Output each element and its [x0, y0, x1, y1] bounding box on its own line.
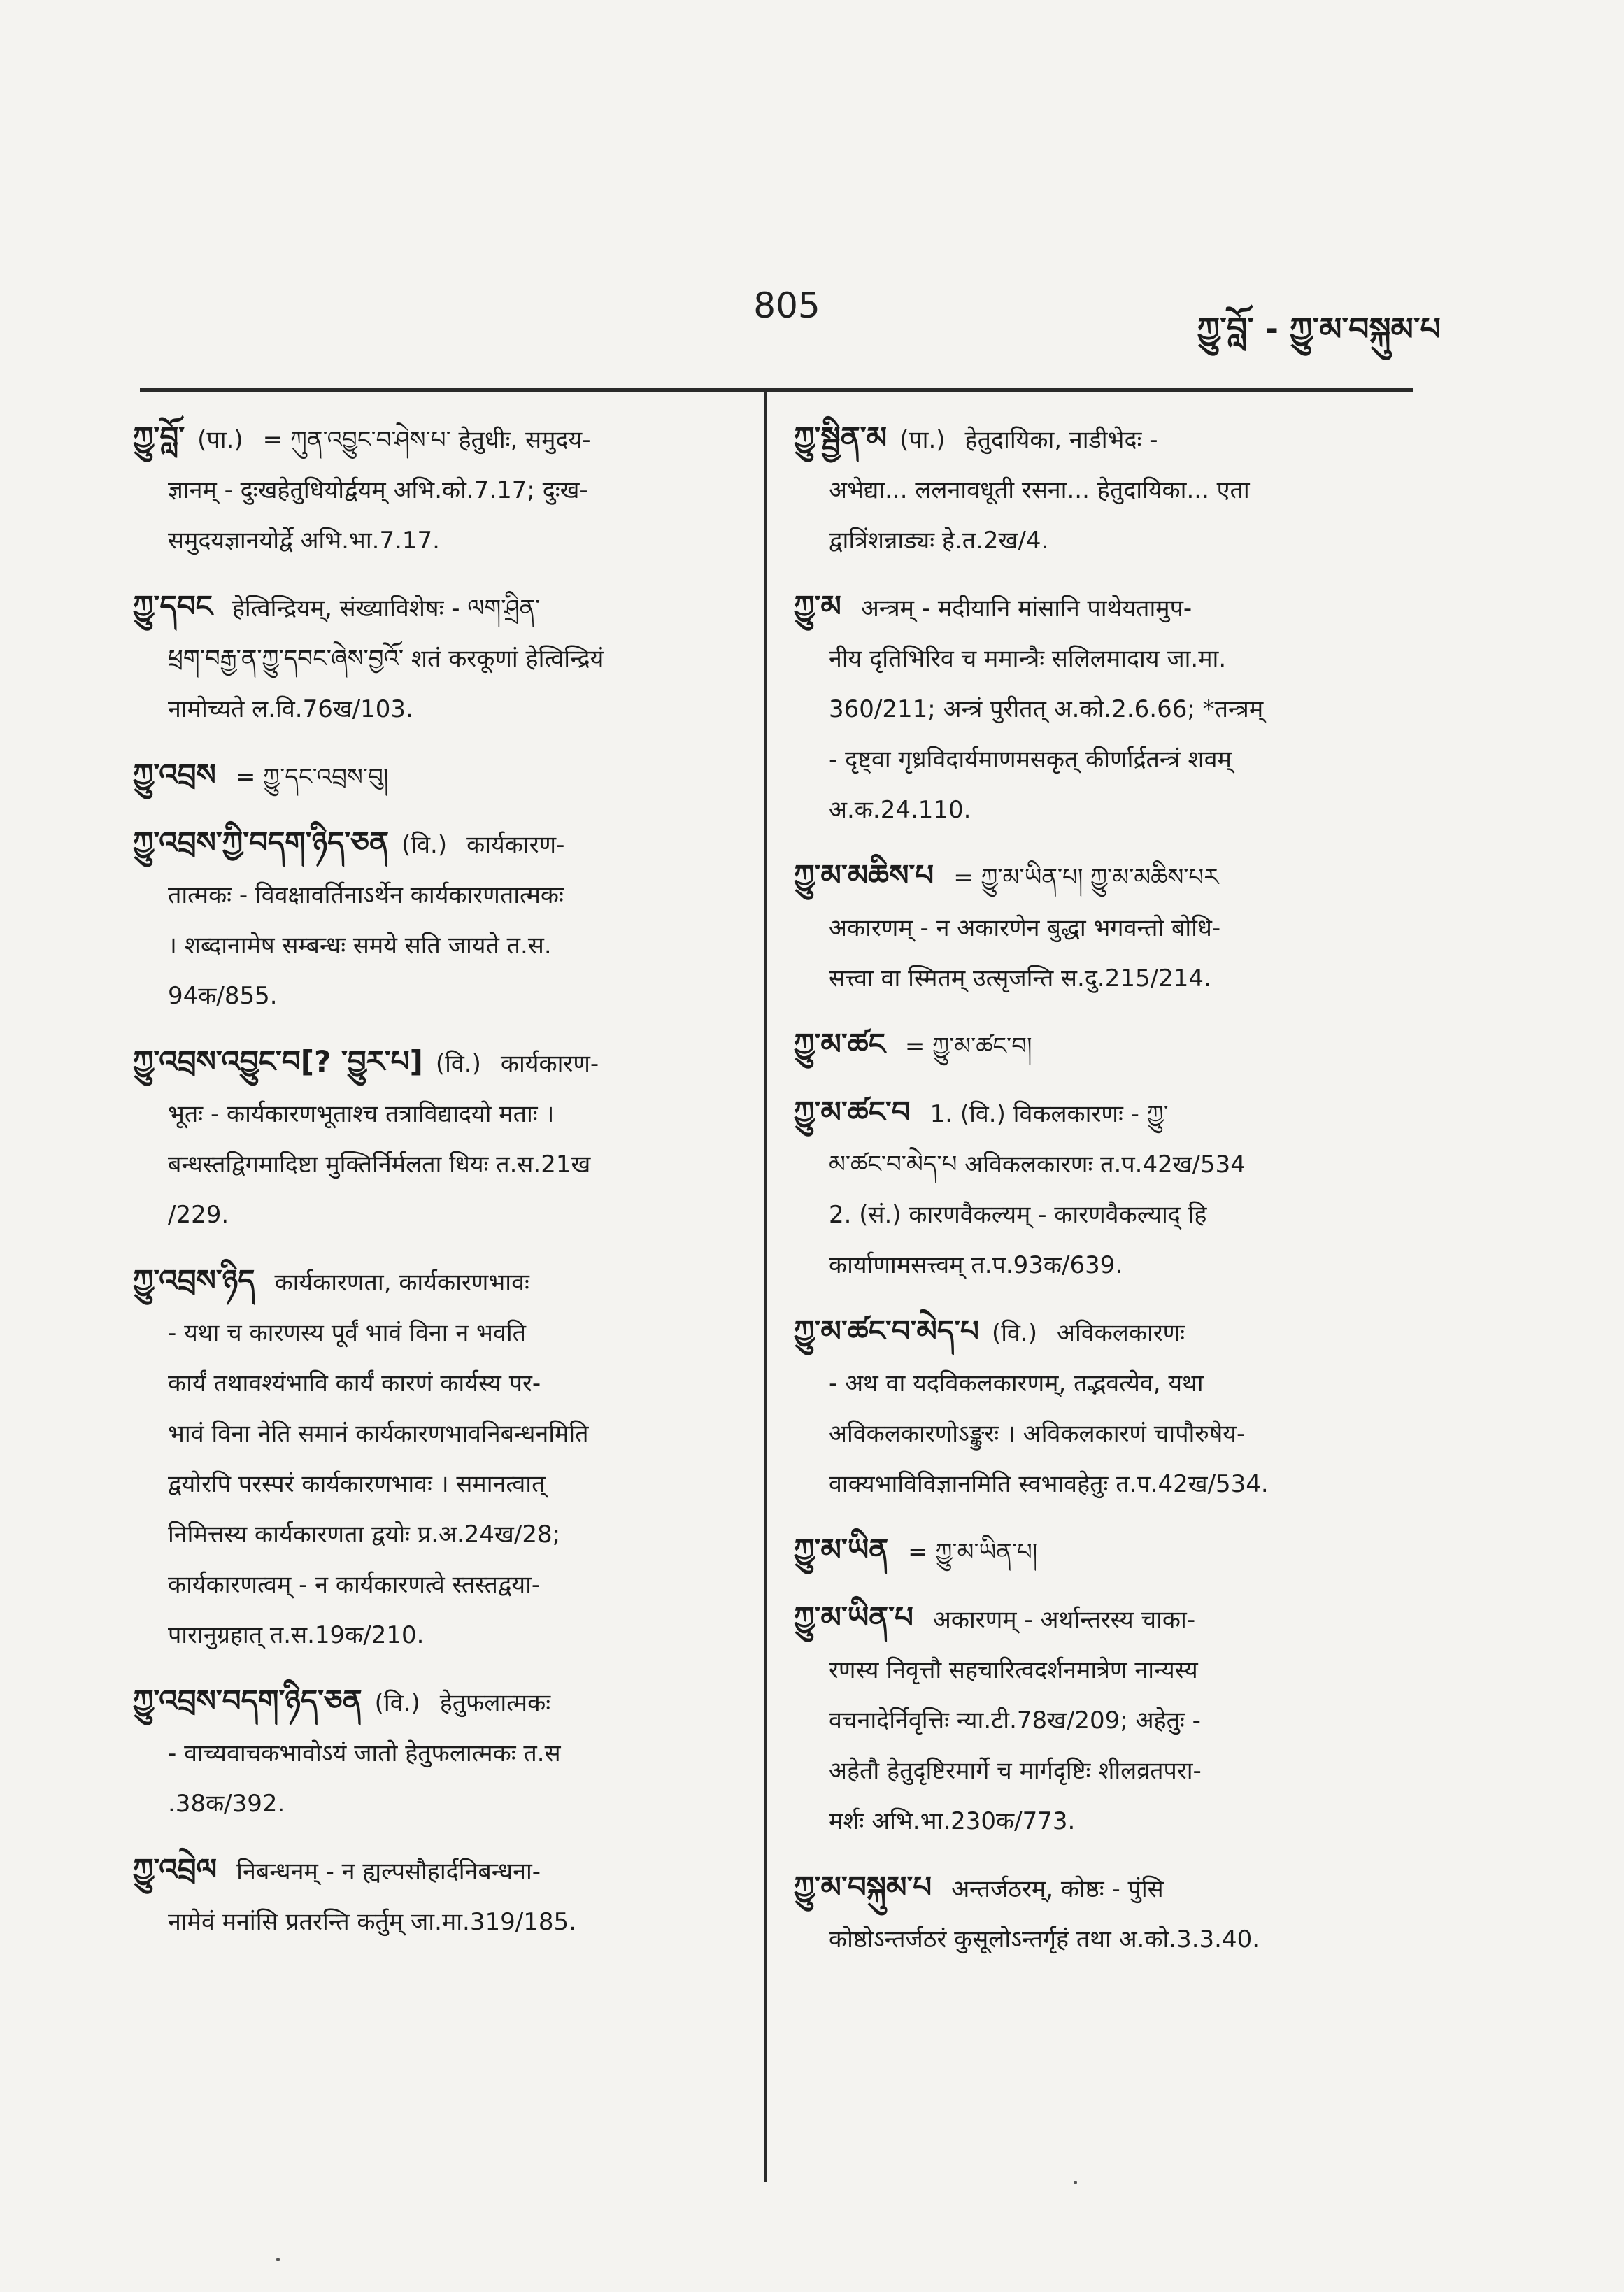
- entry-text: [133, 750, 748, 802]
- entry-line: ज्ञानम् - दुःखहेतुधियोर्द्वयम् अभि.को.7.17; दुःख-: [168, 476, 588, 504]
- entry-text: [794, 1525, 1409, 1577]
- headword: ཀྱུ་མ་ཚང: [794, 1027, 885, 1061]
- entry-line: वचनादेर्निवृत्तिः न्या.टी.78ख/209; अहेतुः -: [829, 1707, 1201, 1735]
- entry-line: अविकलकारणोऽङ्कुरः । अविकलकारणं चापौरुषेय-: [829, 1420, 1246, 1448]
- entry-line: 2. (सं.) कारणवैकल्यम् - कारणवैकल्याद् हि: [829, 1201, 1207, 1229]
- headword: ཀྱུ་མ་ཡིན: [794, 1532, 889, 1567]
- headword: ཀྱུ་མ་ཡིན་པ: [794, 1600, 913, 1635]
- entry-line: अभेद्या... ललनावधूती रसना... हेतुदायिका... एता: [829, 476, 1250, 504]
- entry-line: कार्यकारणत्वम् - न कार्यकारणत्वे स्तस्तद्वया-: [168, 1571, 541, 1599]
- entry-text: [794, 1306, 1409, 1509]
- entry-line: 360/211; अन्त्रं पुरीतत् अ.को.2.6.66; *तन्त्रम्: [829, 695, 1264, 723]
- entry-line: भूतः - कार्यकारणभूताश्च तत्राविद्यादयो मताः ।: [168, 1100, 555, 1128]
- dictionary-entry: [794, 1087, 1409, 1290]
- headword: ཀྱུ་མ་ཚང་བ་མེད་པ: [794, 1314, 979, 1348]
- entry-line: अ.क.24.110.: [829, 796, 971, 824]
- entry-line: अकारणम् - न अकारणेन बुद्धा भगवन्तो बोधि-: [829, 914, 1221, 942]
- entry-line: 1. (वि.) विकलकारणः - ཀྱུ་: [929, 1100, 1169, 1128]
- grammar-tag: (पा.): [899, 426, 946, 454]
- headword: ཀྱུ་འབྲེལ: [133, 1852, 218, 1886]
- entry-line: अकारणम् - अर्थान्तरस्य चाका-: [932, 1606, 1196, 1634]
- running-head: ཀྱུ་བློ་ - ཀྱུ་མ་བསྐུམ་པ: [1197, 310, 1441, 348]
- dictionary-entry: [133, 1255, 748, 1660]
- entry-line: हेतुफलात्मकः: [439, 1689, 551, 1717]
- entry-line: तात्मकः - विवक्षावर्तिनाऽर्थेन कार्यकारणतात्मकः: [168, 881, 564, 909]
- headword: ཀྱུ་འབྲས་འབྱུང་བ[? ༌བྱུར་པ]: [133, 1044, 423, 1079]
- entry-line: नीय दृतिभिरिव च ममान्त्रैः सलिलमादाय जा.मा.: [829, 645, 1227, 673]
- entry-line: नामेवं मनांसि प्रतरन्ति कर्तुम् जा.मा.319/185.: [168, 1908, 576, 1936]
- headword: ཀྱུ་བློ་: [133, 420, 185, 455]
- dictionary-entry: [794, 413, 1409, 566]
- dictionary-entry: [794, 1593, 1409, 1846]
- entry-line: सत्त्वा वा स्मितम् उत्सृजन्ति स.दु.215/214.: [829, 965, 1211, 992]
- dictionary-entry: [794, 1862, 1409, 1965]
- entry-text: [133, 818, 748, 1021]
- entry-line: - दृष्ट्वा गृध्रविदार्यमाणमसकृत् कीर्णार्द्रतन्त्रं शवम्: [829, 746, 1232, 774]
- dictionary-entry: [794, 1306, 1409, 1509]
- entry-line: = ཀྱུ་མ་ཚང་བ།: [904, 1032, 1032, 1060]
- headword: ཀྱུ་དབང: [133, 589, 213, 623]
- dictionary-entry: [133, 818, 748, 1021]
- headword: ཀྱུ་མ: [794, 589, 841, 623]
- grammar-tag: (वि.): [374, 1689, 420, 1717]
- entry-line: रणस्य निवृत्तौ सहचारित्वदर्शनमात्रेण नान्यस्य: [829, 1656, 1198, 1684]
- entry-line: 94क/855.: [168, 982, 278, 1010]
- entry-line: - वाच्यवाचकभावोऽयं जातो हेतुफलात्मकः त.स: [168, 1739, 561, 1767]
- grammar-tag: (पा.): [197, 426, 243, 454]
- headword: ཀྱུ་འབྲས་བདག་ཉིད་ཅན: [133, 1684, 362, 1718]
- entry-line: अविकलकारणः: [1056, 1319, 1185, 1347]
- headword: ཀྱུ་འབྲས: [133, 757, 216, 792]
- entry-line: = ཀྱུ་མ་ཡིན་པ། ཀྱུ་མ་མཆིས་པར: [953, 864, 1219, 892]
- entry-text: [133, 1255, 748, 1660]
- entry-line: बन्धस्तद्विगमादिष्टा मुक्तिर्निर्मलता धियः त.स.21ख: [168, 1151, 591, 1179]
- entry-line: समुदयज्ञानयोर्द्वे अभि.भा.7.17.: [168, 527, 440, 555]
- entry-line: द्वात्रिंशन्नाड्यः हे.त.2ख/4.: [829, 527, 1049, 555]
- scan-speck: [1074, 2181, 1077, 2184]
- headword: ཀྱུ་མ་ཚང་བ: [794, 1095, 911, 1129]
- entry-text: [133, 1676, 748, 1829]
- entry-line: नामोच्यते ल.वि.76ख/103.: [168, 695, 413, 723]
- right-column: [794, 413, 1409, 1980]
- entry-line: पारानुग्रहात् त.स.19क/210.: [168, 1621, 425, 1649]
- headword: ཀྱུ་མ་བསྐུམ་པ: [794, 1870, 932, 1904]
- headword: ཀྱུ་འབྲས་ཀྱི་བདག་ཉིད་ཅན: [133, 825, 390, 860]
- dictionary-entry: [133, 1676, 748, 1829]
- scan-speck: [276, 2258, 280, 2261]
- entry-line: = ཀུན་འབྱུང་བ་ཤེས་པ་ हेतुधीः, समुदय-: [262, 426, 591, 454]
- entry-text: [133, 581, 748, 734]
- entry-text: [794, 1019, 1409, 1072]
- entry-line: कार्यं तथावश्यंभावि कार्यं कारणं कार्यस्य पर-: [168, 1369, 541, 1397]
- headword: ཀྱུ་འབྲས་ཉིད: [133, 1263, 255, 1297]
- entry-line: निबन्धनम् - न ह्यल्पसौहार्दनिबन्धना-: [236, 1858, 541, 1886]
- left-column: [133, 413, 748, 1963]
- entry-text: [133, 413, 748, 566]
- dictionary-entry: [133, 750, 748, 802]
- page-number: 805: [753, 285, 820, 326]
- entry-line: कार्यकारण-: [500, 1050, 599, 1078]
- entry-line: .38क/392.: [168, 1790, 285, 1818]
- entry-line: कार्यकारण-: [466, 831, 565, 859]
- entry-line: = ཀྱུ་མ་ཡིན་པ།: [908, 1538, 1038, 1566]
- entry-line: हेतुदायिका, नाडीभेदः -: [964, 426, 1158, 454]
- grammar-tag: (वि.): [435, 1050, 481, 1078]
- dictionary-entry: [794, 1019, 1409, 1072]
- column-divider: [764, 392, 767, 2182]
- entry-line: མ་ཚང་བ་མེད་པ अविकलकारणः त.प.42ख/534: [829, 1151, 1246, 1179]
- entry-line: मर्शः अभि.भा.230क/773.: [829, 1807, 1076, 1835]
- grammar-tag: (वि.): [401, 831, 448, 859]
- entry-line: वाक्यभाविविज्ञानमिति स्वभावहेतुः त.प.42ख/534.: [829, 1470, 1269, 1498]
- entry-text: [794, 1862, 1409, 1965]
- dictionary-entry: [133, 1037, 748, 1240]
- entry-line: अहेतौ हेतुदृष्टिरमार्गे च मार्गदृष्टिः शीलव्रतपरा-: [829, 1757, 1202, 1785]
- entry-line: कार्यकारणता, कार्यकारणभावः: [274, 1269, 529, 1297]
- dictionary-entry: [133, 1844, 748, 1947]
- dictionary-entry: [794, 1525, 1409, 1577]
- entry-line: द्वयोरपि परस्परं कार्यकारणभावः । समानत्वात्: [168, 1470, 546, 1498]
- entry-text: [794, 850, 1409, 1004]
- headword: ཀྱུ་སྦྱིན་མ: [794, 420, 888, 455]
- entry-line: । शब्दानामेष सम्बन्धः समये सति जायते त.स.: [168, 932, 552, 960]
- entry-text: [794, 413, 1409, 566]
- dictionary-entry: [133, 581, 748, 734]
- entry-line: अन्तर्जठरम्, कोष्ठः - पुंसि: [951, 1875, 1164, 1903]
- entry-line: निमित्तस्य कार्यकारणता द्वयोः प्र.अ.24ख/28;: [168, 1521, 561, 1549]
- entry-line: अन्त्रम् - मदीयानि मांसानि पाथेयतामुप-: [860, 595, 1192, 622]
- entry-line: भावं विना नेति समानं कार्यकारणभावनिबन्धनमिति: [168, 1420, 589, 1448]
- entry-line: - यथा च कारणस्य पूर्वं भावं विना न भवति: [168, 1319, 526, 1347]
- header-rule: [140, 388, 1413, 392]
- entry-line: = ཀྱུ་དང་འབྲས་བུ།: [235, 763, 389, 791]
- dictionary-entry: [133, 413, 748, 566]
- entry-line: कार्याणामसत्त्वम् त.प.93क/639.: [829, 1251, 1123, 1279]
- dictionary-entry: [794, 581, 1409, 835]
- entry-text: [794, 1087, 1409, 1290]
- entry-text: [133, 1844, 748, 1947]
- entry-line: - अथ वा यदविकलकारणम्, तद्भवत्येव, यथा: [829, 1369, 1204, 1397]
- entry-text: [794, 1593, 1409, 1846]
- entry-line: कोष्ठोऽन्तर्जठरं कुसूलोऽन्तर्गृहं तथा अ.को.3.3.40.: [829, 1926, 1260, 1953]
- dictionary-entry: [794, 850, 1409, 1004]
- headword: ཀྱུ་མ་མཆིས་པ: [794, 858, 934, 892]
- entry-text: [794, 581, 1409, 835]
- entry-text: [133, 1037, 748, 1240]
- entry-line: ཕྲག་བརྒྱ་ན་ཀྱུ་དབང་ཞེས་བྱའོ་ शतं करकूणां हेत्विन्द्रियं: [168, 645, 604, 673]
- entry-line: /229.: [168, 1201, 229, 1229]
- entry-line: हेत्विन्द्रियम्, संख्याविशेषः - ལག་ཤྲིན་: [232, 595, 541, 622]
- grammar-tag: (वि.): [991, 1319, 1037, 1347]
